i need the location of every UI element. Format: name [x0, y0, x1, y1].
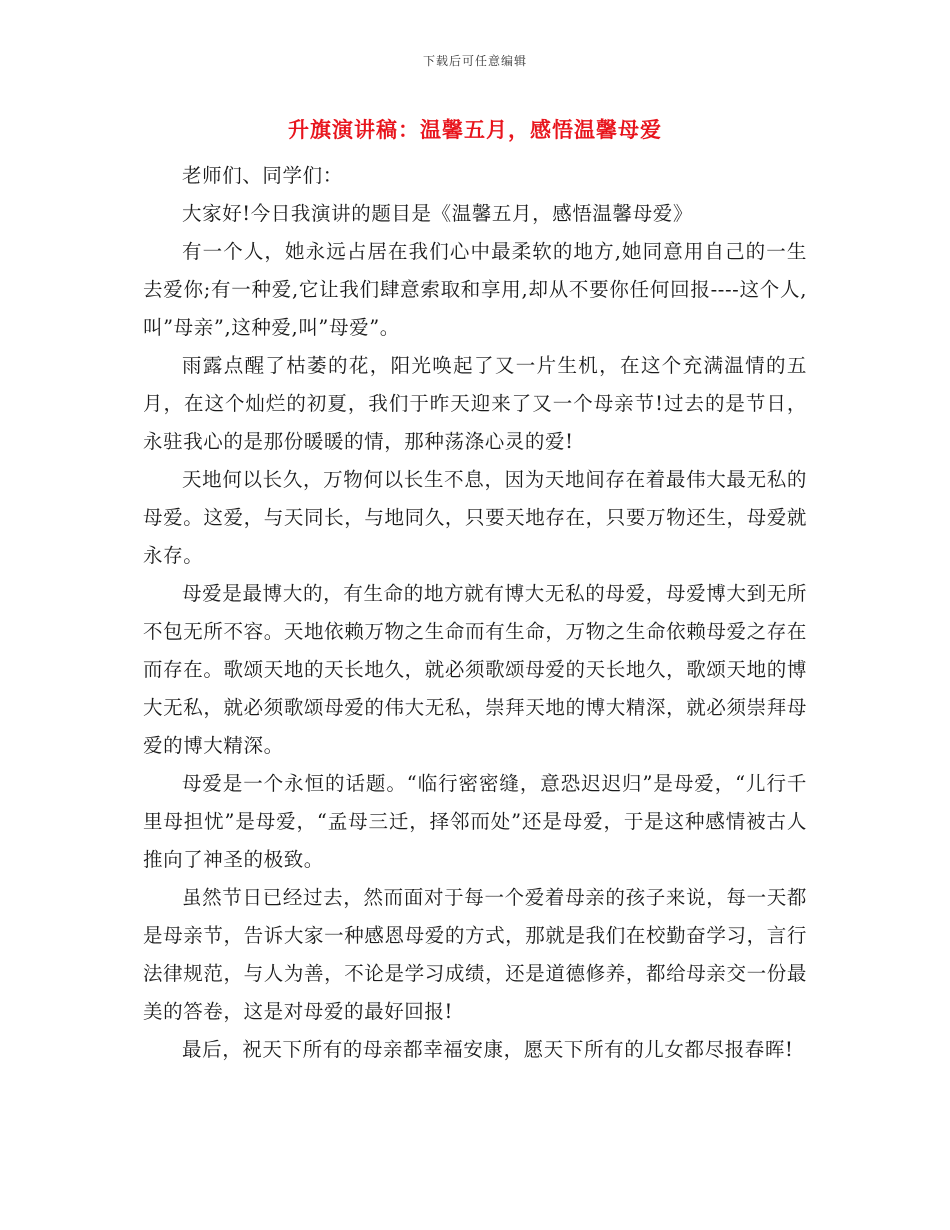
body-paragraph: 有一个人，她永远占居在我们心中最柔软的地方,她同意用自己的一生去爱你;有一种爱,它让我们肆意索取和享用,却从不要你任何回报----这个人,叫”母亲”,这种爱,叫”母爱”。 — [143, 240, 807, 339]
body-paragraph: 母爱是一个永恒的话题。“临行密密缝，意恐迟迟归”是母爱，“儿行千里母担忧”是母爱，“孟母三迁，择邻而处”还是母爱，于是这种感情被古人推向了神圣的极致。 — [143, 772, 807, 871]
closing-paragraph: 最后，祝天下所有的母亲都幸福安康，愿天下所有的儿女都尽报春晖! — [182, 1038, 794, 1061]
document-body — [143, 157, 807, 1069]
header-note: 下载后可任意编辑 — [422, 54, 527, 68]
greeting-paragraph: 大家好!今日我演讲的题目是《温馨五月，感悟温馨母爱》 — [182, 202, 693, 225]
body-paragraph: 天地何以长久，万物何以长生不息，因为天地间存在着最伟大最无私的母爱。这爱，与天同长，与地同久，只要天地存在，只要万物还生，母爱就永存。 — [143, 468, 807, 567]
body-paragraph: 虽然节日已经过去，然而面对于每一个爱着母亲的孩子来说，每一天都是母亲节，告诉大家一种感恩母爱的方式，那就是我们在校勤奋学习，言行法律规范，与人为善，不论是学习成绩，还是道德修养，都给母亲交一份最美的答卷，这是对母爱的最好回报! — [143, 886, 807, 1023]
document-title: 升旗演讲稿：温馨五月，感悟温馨母爱 — [288, 117, 662, 142]
body-paragraph: 母爱是最博大的，有生命的地方就有博大无私的母爱，母爱博大到无所不包无所不容。天地依赖万物之生命而有生命，万物之生命依赖母爱之存在而存在。歌颂天地的天长地久，就必须歌颂母爱的天长地久，歌颂天地的博大无私，就必须歌颂母爱的伟大无私，崇拜天地的博大精深，就必须崇拜母爱的博大精深。 — [143, 582, 807, 757]
body-paragraph: 雨露点醒了枯萎的花，阳光唤起了又一片生机，在这个充满温情的五月，在这个灿烂的初夏，我们于昨天迎来了又一个母亲节!过去的是节日，永驻我心的是那份暖暖的情，那种荡涤心灵的爱! — [143, 354, 807, 453]
salutation-paragraph: 老师们、同学们： — [182, 164, 343, 187]
